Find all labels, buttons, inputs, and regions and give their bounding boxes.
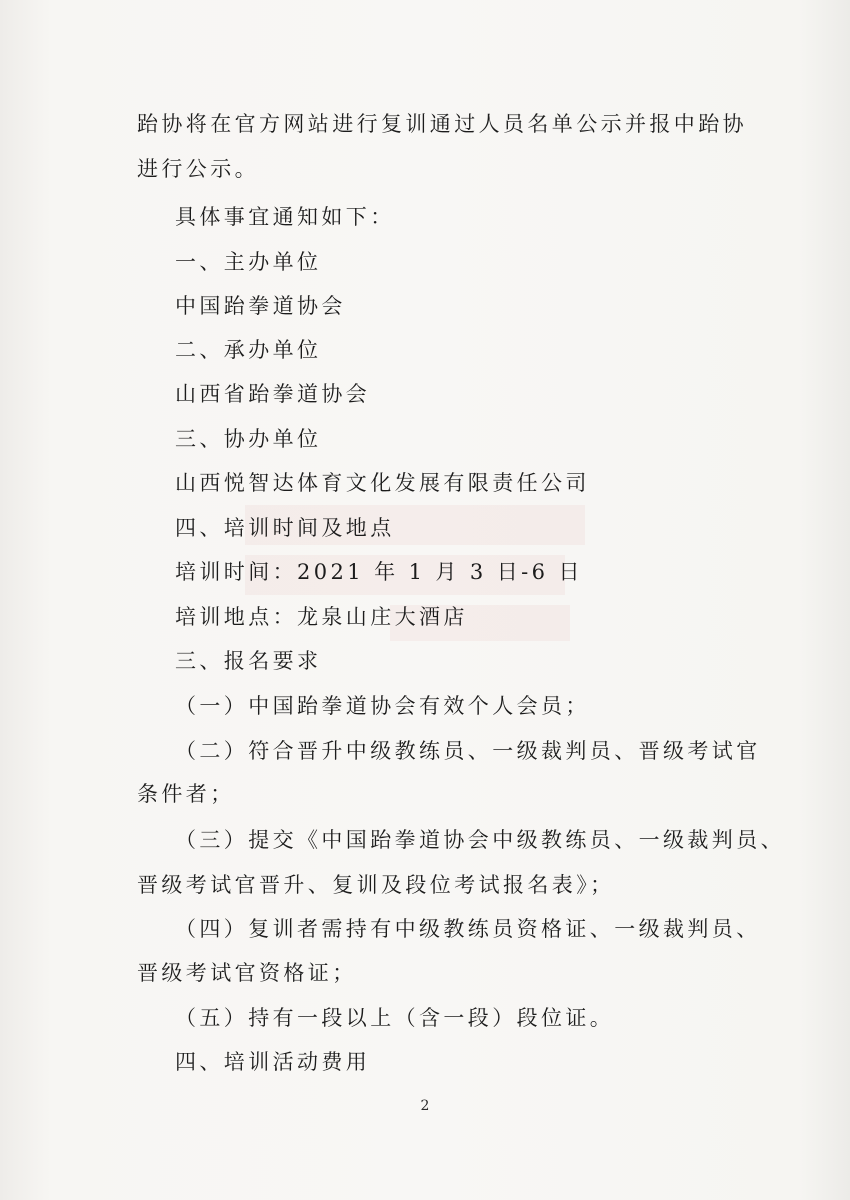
list-item-continuation: 晋级考试官晋升、复训及段位考试报名表》； — [137, 873, 615, 897]
body-line: 培训时间：2021 年 1 月 3 日-6 日 — [175, 560, 583, 584]
body-line: 培训地点：龙泉山庄大酒店 — [175, 605, 468, 629]
section-heading: 三、协办单位 — [175, 427, 322, 451]
section-heading: 四、培训时间及地点 — [175, 516, 395, 540]
page-number: 2 — [420, 1098, 430, 1114]
list-item: （二）符合晋升中级教练员、一级裁判员、晋级考试官 — [175, 739, 761, 763]
section-heading: 四、培训活动费用 — [175, 1050, 371, 1074]
body-line: 进行公示。 — [137, 157, 259, 181]
list-item: （五）持有一段以上（含一段）段位证。 — [175, 1006, 615, 1030]
section-heading: 一、主办单位 — [175, 250, 322, 274]
list-item: （一）中国跆拳道协会有效个人会员； — [175, 694, 590, 718]
list-item-continuation: 条件者； — [137, 782, 235, 806]
body-line: 跆协将在官方网站进行复训通过人员名单公示并报中跆协 — [137, 112, 747, 136]
body-line: 山西悦智达体育文化发展有限责任公司 — [175, 471, 590, 495]
list-item: （三）提交《中国跆拳道协会中级教练员、一级裁判员、 — [175, 828, 785, 852]
list-item: （四）复训者需持有中级教练员资格证、一级裁判员、 — [175, 917, 761, 941]
list-item-continuation: 晋级考试官资格证； — [137, 961, 357, 985]
body-line: 中国跆拳道协会 — [175, 294, 346, 318]
section-heading: 二、承办单位 — [175, 338, 322, 362]
body-line: 山西省跆拳道协会 — [175, 382, 371, 406]
section-heading: 三、报名要求 — [175, 649, 322, 673]
body-line: 具体事宜通知如下： — [175, 205, 395, 229]
